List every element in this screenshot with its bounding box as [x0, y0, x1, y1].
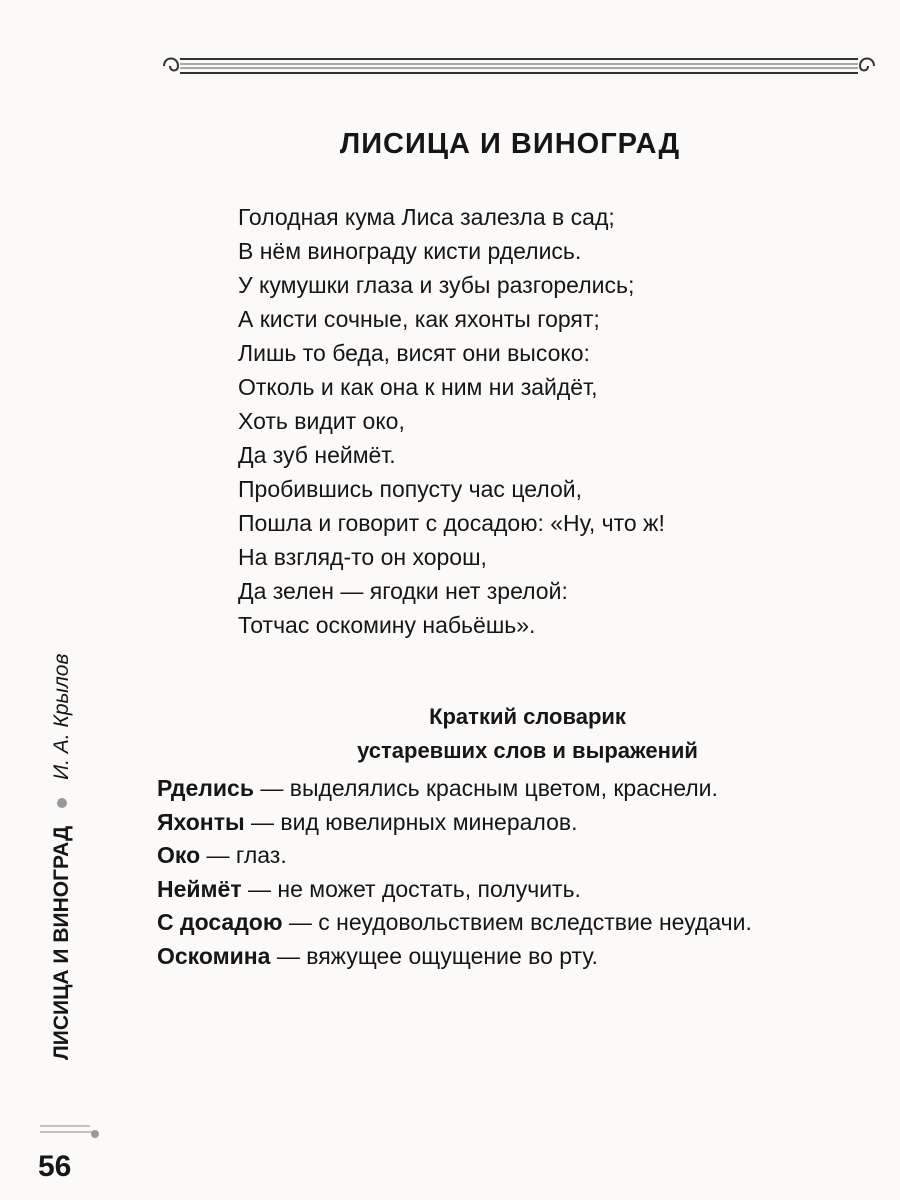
poem-line: Тотчас оскомину набьёшь».: [238, 612, 536, 638]
glossary-entry: [157, 772, 860, 806]
running-header-author: И. А. Крылов: [50, 653, 73, 780]
glossary-term: Око: [157, 842, 201, 868]
page-title: ЛИСИЦА И ВИНОГРАД: [339, 128, 681, 160]
glossary-definition: — с неудовольствием вследствие неудачи.: [282, 909, 752, 935]
glossary-heading: [240, 700, 815, 768]
glossary-term: Яхонты: [157, 808, 245, 835]
bullet-dot-icon: [57, 798, 67, 808]
glossary-heading-line: Краткий словарик: [429, 704, 626, 729]
glossary-definition: — вид ювелирных минералов.: [244, 808, 578, 835]
page-number: 56: [38, 1150, 72, 1183]
glossary-definition: — вяжущее ощущение во рту.: [270, 942, 598, 969]
poem-line: В нём винограду кисти рделись.: [238, 238, 582, 264]
poem-line: Лишь то беда, висят они высоко:: [238, 340, 590, 366]
poem-line: Да зуб неймёт.: [238, 442, 396, 468]
poem-line: На взгляд-то он хорош,: [238, 544, 487, 570]
poem-line: У кумушки глаза и зубы разгорелись;: [238, 272, 635, 298]
glossary-term: Неймёт: [157, 875, 242, 902]
glossary-definition: — не может достать, получить.: [241, 875, 581, 902]
poem-line: Да зелен — ягодки нет зрелой:: [238, 578, 568, 604]
poem-line: Отколь и как она к ним ни зайдёт,: [238, 374, 598, 400]
glossary-definition: — выделялись красным цветом, краснели.: [253, 775, 718, 801]
poem-line: Пробившись попусту час целой,: [238, 476, 582, 502]
running-header: [50, 654, 74, 1060]
poem-line: Пошла и говорит с досадою: «Ну, что ж!: [238, 510, 665, 536]
running-header-work: ЛИСИЦА И ВИНОГРАД: [50, 825, 73, 1060]
footer-ornament: [40, 1122, 100, 1140]
glossary-term: Рделись: [157, 775, 254, 801]
poem-line: Голодная кума Лиса залезла в сад;: [238, 204, 615, 230]
poem-line: А кисти сочные, как яхонты горят;: [238, 306, 600, 332]
glossary-term: С досадою: [157, 909, 283, 935]
glossary-entry: [157, 873, 860, 907]
glossary-definition: — глаз.: [200, 842, 287, 868]
glossary-entry: [157, 906, 860, 940]
glossary-heading-line: устаревших слов и выражений: [357, 738, 698, 763]
top-ornament-border: [150, 50, 888, 82]
glossary-term: Оскомина: [157, 942, 271, 969]
poem-text: [238, 200, 665, 642]
poem-line: Хоть видит око,: [238, 408, 405, 434]
glossary-entry: [157, 940, 860, 974]
glossary-entry: [157, 806, 860, 840]
glossary-list: [157, 772, 860, 973]
glossary-entry: [157, 839, 860, 873]
